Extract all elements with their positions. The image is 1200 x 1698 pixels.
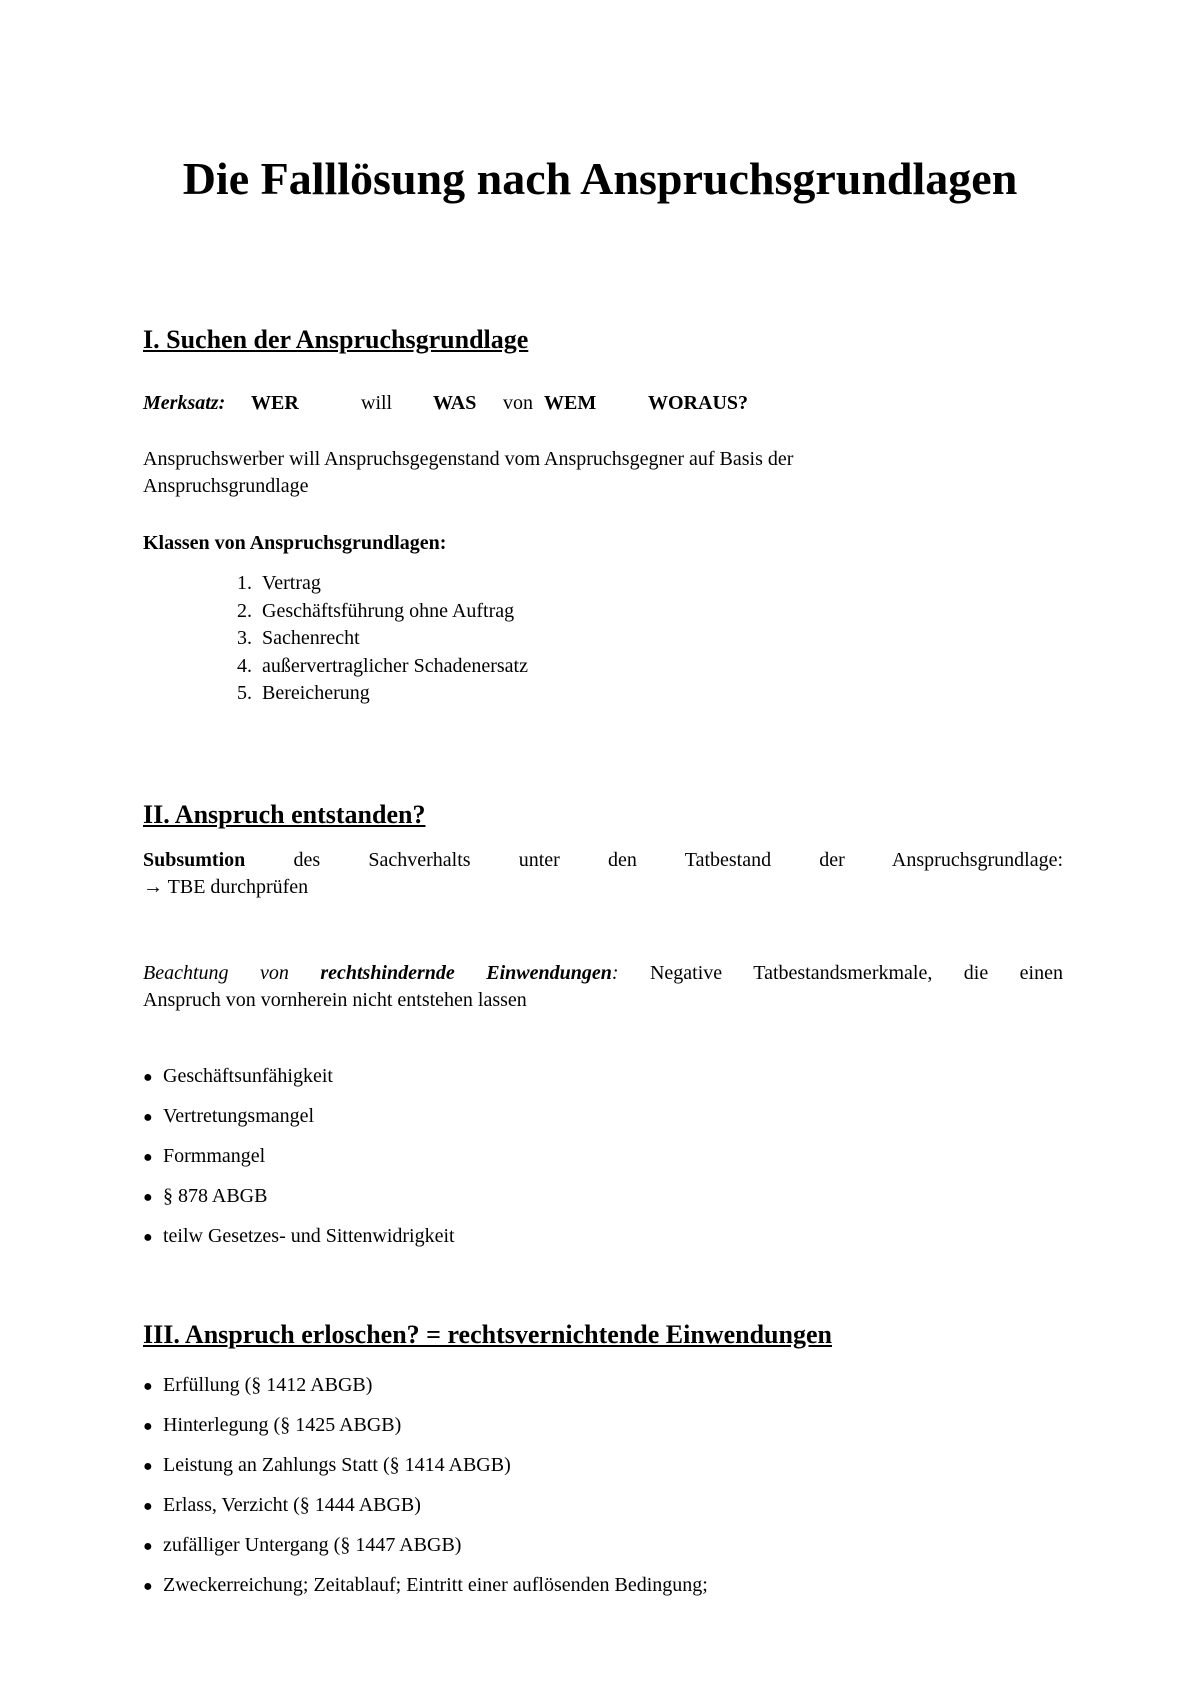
- beachtung-line-2: Anspruch von vornherein nicht entstehen lassen: [143, 989, 527, 1011]
- merksatz-was: WAS: [433, 392, 477, 414]
- subsumtion-line: [143, 847, 1063, 874]
- list-item: ● § 878 ABGB: [143, 1177, 455, 1217]
- list-item: ● Hinterlegung (§ 1425 ABGB): [143, 1406, 708, 1446]
- beachtung-line-1: Beachtung von rechtshindernde Einwendungen: Negative Tatbestandsmerkmale, die einen: [143, 962, 1063, 984]
- list-item: ● Zweckerreichung; Zeitablauf; Eintritt einer auflösenden Bedingung;: [143, 1566, 708, 1606]
- merksatz-will: will: [361, 392, 393, 414]
- merksatz-woraus: WORAUS?: [648, 392, 749, 414]
- bullet-icon: ●: [143, 1069, 153, 1086]
- list-item: ● Leistung an Zahlungs Statt (§ 1414 ABGB): [143, 1446, 708, 1486]
- list-item: ● Erfüllung (§ 1412 ABGB): [143, 1366, 708, 1406]
- list-item: 3. Sachenrecht: [237, 627, 360, 649]
- document-title: Die Falllösung nach Anspruchsgrundlagen: [182, 153, 1018, 204]
- tbe-text: TBE durchprüfen: [167, 876, 309, 898]
- section-3-heading: III. Anspruch erloschen? = rechtsvernichtende Einwendungen: [143, 1320, 832, 1349]
- merksatz-label: Merksatz:: [143, 392, 226, 414]
- einwendungen-list: [143, 1057, 455, 1257]
- tbe-line: [143, 874, 308, 901]
- list-item: ● Erlass, Verzicht (§ 1444 ABGB): [143, 1486, 708, 1526]
- bullet-icon: ●: [143, 1229, 153, 1246]
- list-item: 1. Vertrag: [237, 572, 321, 594]
- merksatz-wem: WEM: [544, 392, 597, 414]
- list-item: ● teilw Gesetzes- und Sittenwidrigkeit: [143, 1217, 455, 1257]
- subsumtion-text: des Sachverhalts unter den Tatbestand der Anspruchsgrundlage:: [293, 849, 1064, 871]
- list-item: ● Geschäftsunfähigkeit: [143, 1057, 455, 1097]
- beachtung-text: Negative Tatbestandsmerkmale, die einen: [649, 962, 1063, 984]
- bullet-icon: ●: [143, 1458, 153, 1475]
- explanation-line-2: Anspruchsgrundlage: [143, 475, 309, 497]
- erloeschen-list: [143, 1366, 708, 1606]
- section-1-heading: I. Suchen der Anspruchsgrundlage: [143, 325, 529, 354]
- klassen-heading: Klassen von Anspruchsgrundlagen:: [143, 532, 447, 554]
- list-item: 2. Geschäftsführung ohne Auftrag: [237, 599, 515, 622]
- beachtung-term: rechtshindernde Einwendungen: [320, 962, 612, 984]
- arrow-right-icon: →: [143, 876, 163, 898]
- bullet-icon: ●: [143, 1378, 153, 1395]
- list-item: ● zufälliger Untergang (§ 1447 ABGB): [143, 1526, 708, 1566]
- list-item: ● Formmangel: [143, 1137, 455, 1177]
- list-item: 5. Bereicherung: [237, 682, 370, 704]
- klassen-list: [210, 570, 528, 708]
- explanation-line-1: Anspruchswerber will Anspruchsgegenstand vom Anspruchsgegner auf Basis der: [143, 448, 794, 470]
- merksatz-line: [143, 390, 843, 417]
- beachtung-italic: Beachtung von: [143, 962, 289, 984]
- list-item: ● Vertretungsmangel: [143, 1097, 455, 1137]
- bullet-icon: ●: [143, 1189, 153, 1206]
- bullet-icon: ●: [143, 1149, 153, 1166]
- list-item: 4. außervertraglicher Schadenersatz: [237, 654, 528, 677]
- bullet-icon: ●: [143, 1538, 153, 1555]
- merksatz-wer: WER: [251, 392, 299, 414]
- explanation-paragraph: [143, 446, 793, 500]
- merksatz-von: von: [503, 392, 533, 414]
- subsumtion-term: Subsumtion: [143, 849, 246, 871]
- bullet-icon: ●: [143, 1109, 153, 1126]
- bullet-icon: ●: [143, 1578, 153, 1595]
- bullet-icon: ●: [143, 1418, 153, 1435]
- bullet-icon: ●: [143, 1498, 153, 1515]
- section-2-heading: II. Anspruch entstanden?: [143, 800, 426, 829]
